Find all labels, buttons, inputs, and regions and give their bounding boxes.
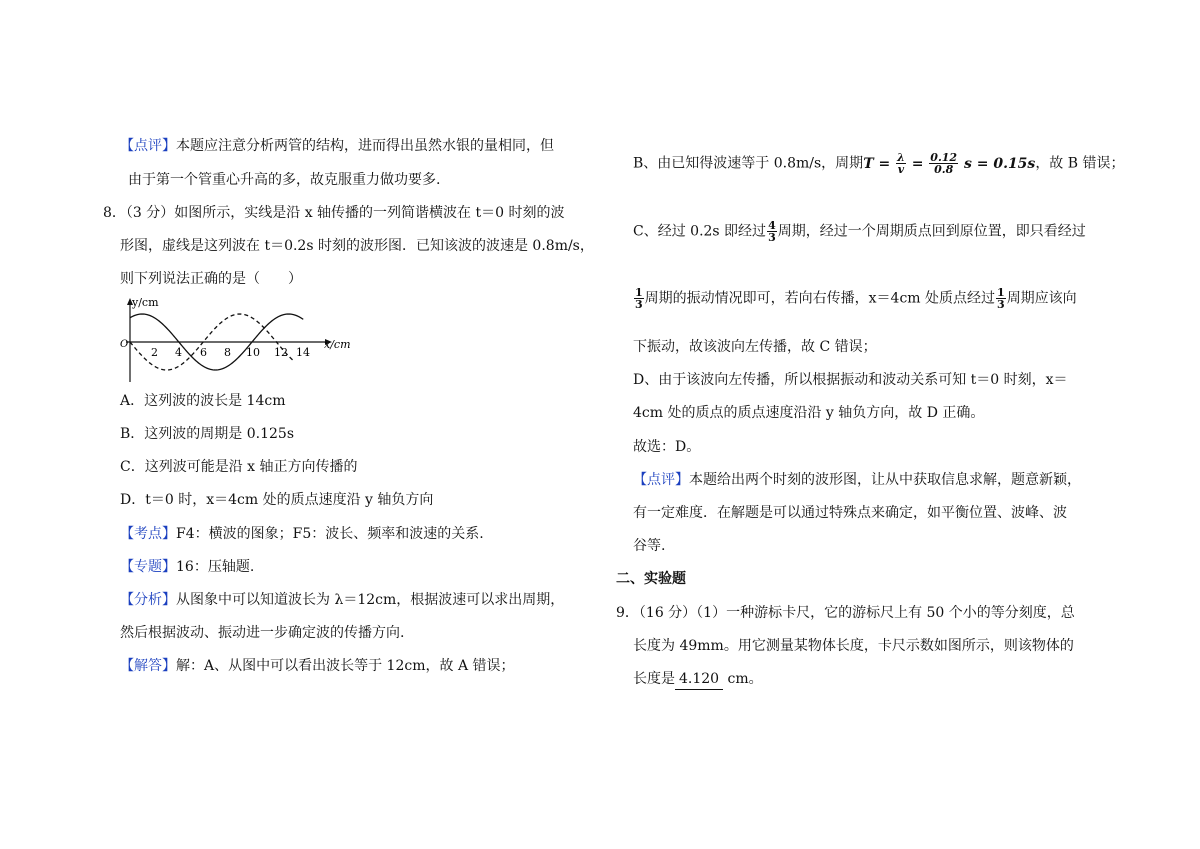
- review1-line1: 【点评】本题应注意分析两管的结构，进而得出虽然水银的量相同，但: [120, 138, 554, 154]
- question9-line2: 长度为 49mm。用它测量某物体长度，卡尺示数如图所示，则该物体的: [633, 638, 1074, 654]
- wave-graph: [116, 296, 356, 386]
- answer-d-line1: D、由于该波向左传播，所以根据振动和波动关系可知 t＝0 时刻，x＝: [633, 372, 1068, 388]
- option-b: B．这列波的周期是 0.125s: [120, 426, 295, 442]
- answer-b-line: B、由已知得波速等于 0.8m/s，周期T = $\frac{\lambda}{v}$ = $\frac{0.12}{0.8}$ s = 0.15s，故 B 错误；: [633, 151, 1125, 176]
- x-tick: 12: [274, 346, 288, 359]
- question8-line2: 形图，虚线是这列波在 t＝0.2s 时刻的波形图．已知该波的波速是 0.8m/s，: [120, 238, 594, 254]
- answer-c-line2: $\frac{1}{3}$ 周期的振动情况即可，若向右传播，x＝4cm 处质点经过 $\frac{1}{3}$ 周期应该向: [635, 286, 1077, 311]
- answer-c-line3: 下振动，故该波向左传播，故 C 错误；: [633, 339, 877, 355]
- zhuanti-tag: 【专题】: [120, 559, 176, 575]
- option-c: C．这列波可能是沿 x 轴正方向传播的: [120, 459, 358, 475]
- origin-label: O: [120, 339, 129, 350]
- x-tick: 14: [296, 346, 310, 359]
- review-tag: 【点评】: [120, 138, 176, 154]
- x-tick: 4: [175, 346, 182, 359]
- question9-line1: 9．（16 分）（1）一种游标卡尺，它的游标尺上有 50 个小的等分刻度，总: [616, 605, 1075, 621]
- x-tick: 6: [200, 346, 207, 359]
- review-tag: 【点评】: [633, 472, 689, 488]
- zhuanti-line: 【专题】16：压轴题.: [120, 559, 255, 575]
- section-heading: 二、实验题: [616, 571, 686, 587]
- fraction-4-3: $\frac{4}{3}$: [768, 219, 776, 244]
- fraction-1-3: $\frac{1}{3}$: [635, 286, 643, 311]
- option-a: A．这列波的波长是 14cm: [120, 393, 286, 409]
- fraction-1-3: $\frac{1}{3}$: [997, 286, 1005, 311]
- y-axis-label: y/cm: [132, 296, 159, 309]
- kaodian-line: 【考点】F4：横波的图象；F5：波长、频率和波速的关系.: [120, 526, 484, 542]
- review2-line1: 【点评】本题给出两个时刻的波形图，让从中获取信息求解，题意新颖，: [633, 472, 1081, 488]
- x-tick: 8: [224, 346, 231, 359]
- option-d: D．t＝0 时，x＝4cm 处的质点速度沿 y 轴负方向: [120, 492, 434, 508]
- jieda-line: 【解答】解：A、从图中可以看出波长等于 12cm，故 A 错误；: [120, 658, 515, 674]
- period-formula: T = $\frac{\lambda}{v}$ = $\frac{0.12}{0.8}$ s = 0.15s: [863, 151, 1036, 176]
- answer-blank: 4.120: [675, 669, 723, 690]
- x-tick: 2: [151, 346, 158, 359]
- answer-c-line1: C、经过 0.2s 即经过 $\frac{4}{3}$ 周期，经过一个周期质点回到原位置，即只看经过: [633, 219, 1086, 244]
- question9-line3: 长度是 4.120 cm。: [633, 669, 763, 690]
- review2-line2: 有一定难度．在解题是可以通过特殊点来确定，如平衡位置、波峰、波: [633, 505, 1067, 521]
- kaodian-tag: 【考点】: [120, 526, 176, 542]
- review1-line2: 由于第一个管重心升高的多，故克服重力做功要多.: [128, 172, 441, 188]
- jieda-tag: 【解答】: [120, 658, 176, 674]
- answer-d-line2: 4cm 处的质点的质点速度沿沿 y 轴负方向，故 D 正确。: [633, 405, 985, 421]
- fenxi-tag: 【分析】: [120, 592, 176, 608]
- question8-line3: 则下列说法正确的是（ ）: [120, 271, 302, 287]
- fenxi-line2: 然后根据波动、振动进一步确定波的传播方向.: [120, 625, 405, 641]
- x-axis-label: x/cm: [324, 338, 351, 351]
- fenxi-line1: 【分析】从图象中可以知道波长为 λ＝12cm，根据波速可以求出周期，: [120, 592, 565, 608]
- review2-line3: 谷等.: [633, 538, 666, 554]
- final-answer: 故选：D。: [633, 439, 701, 455]
- x-tick-labels: [151, 346, 310, 359]
- x-tick: 10: [246, 346, 260, 359]
- question8-line1: 8．（3 分）如图所示，实线是沿 x 轴传播的一列简谐横波在 t＝0 时刻的波: [103, 205, 565, 221]
